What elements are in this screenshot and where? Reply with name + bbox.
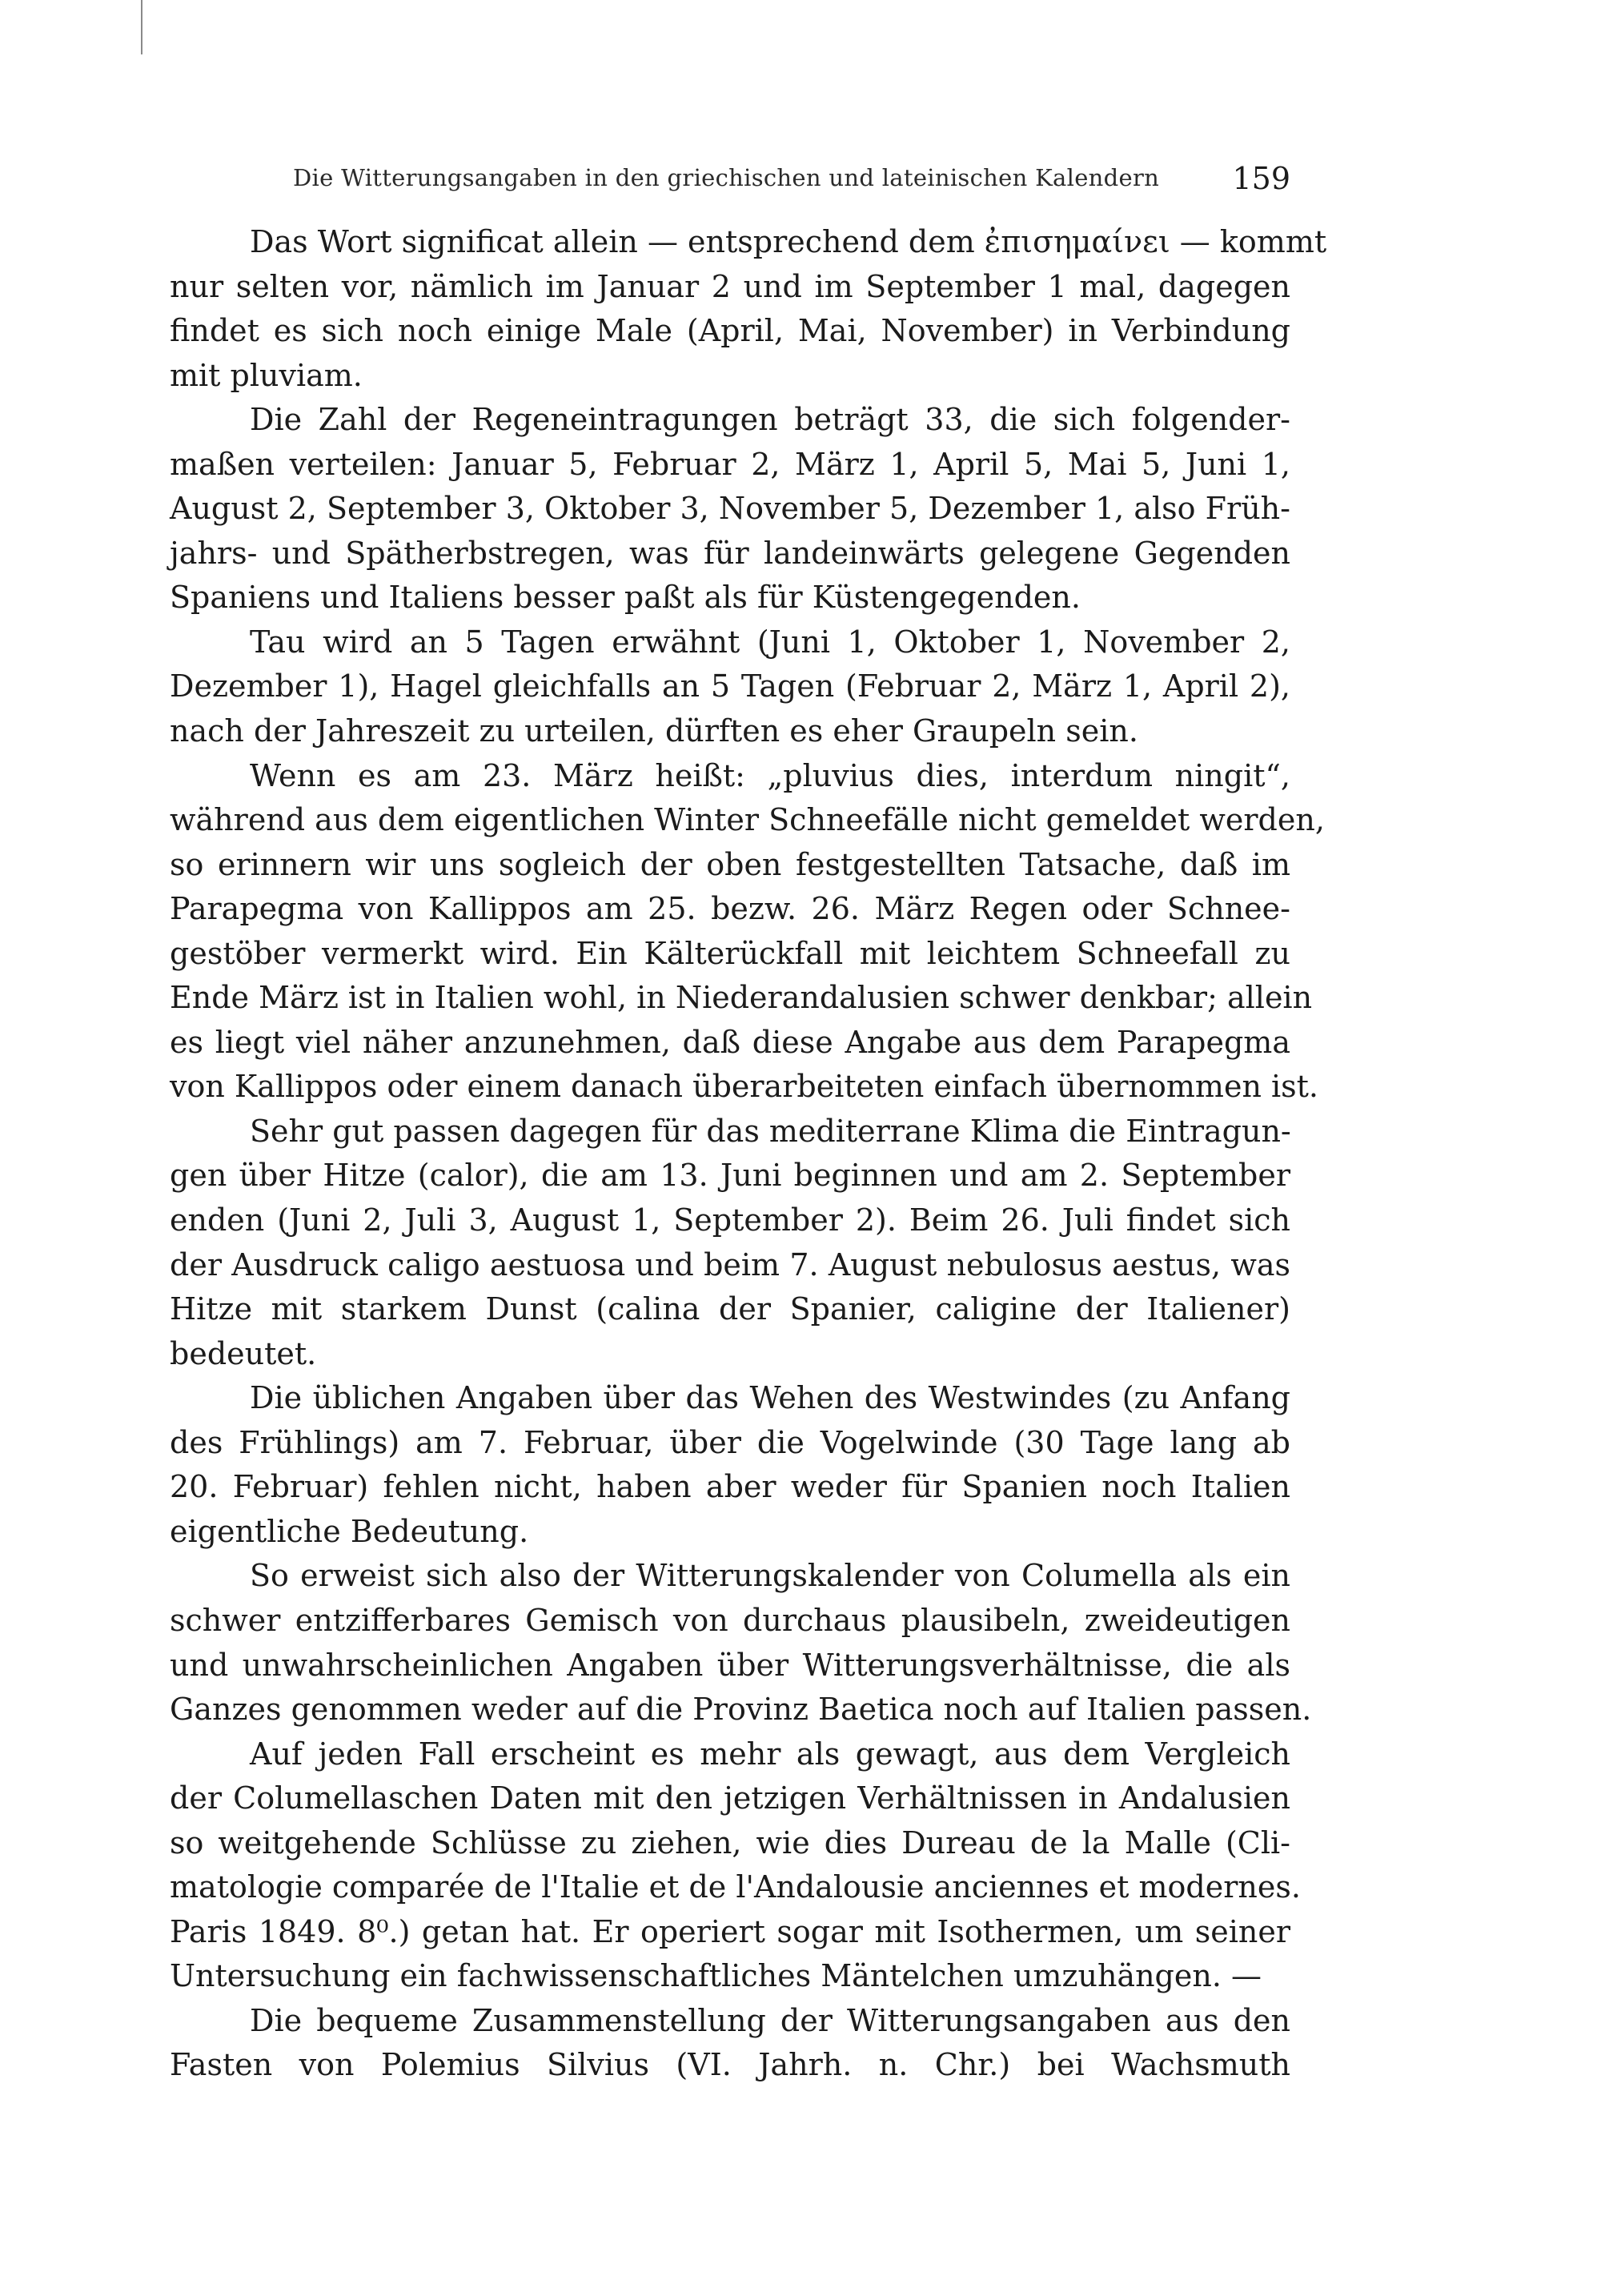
text-line: mit pluviam. bbox=[170, 357, 363, 393]
text-line: nach der Jahreszeit zu urteilen, dürften es eher Graupeln sein. bbox=[170, 713, 1138, 749]
running-title: Die Witterungsangaben in den griechischen und lateinischen Kalendern bbox=[293, 164, 1160, 191]
text-line: Dezember 1), Hagel gleichfalls an 5 Tagen (Februar 2, März 1, April 2), bbox=[170, 668, 1290, 704]
paragraph bbox=[170, 1732, 1301, 1999]
text-line: So erweist sich also der Witterungskalender von Columella als ein bbox=[250, 1558, 1290, 1594]
text-line: Untersuchung ein fachwissenschaftliches Mäntelchen umzuhängen. — bbox=[170, 1958, 1262, 1994]
text-line: der Ausdruck caligo aestuosa und beim 7. August nebulosus aestus, was bbox=[170, 1246, 1290, 1282]
paragraph bbox=[170, 1554, 1312, 1732]
text-body bbox=[170, 220, 1327, 2088]
text-line: August 2, September 3, Oktober 3, November 5, Dezember 1, also Früh- bbox=[170, 491, 1290, 527]
scan-edge-mark bbox=[141, 0, 142, 54]
text-line: Parapegma von Kallippos am 25. bezw. 26. März Regen oder Schnee- bbox=[170, 891, 1290, 927]
running-head bbox=[170, 161, 1290, 203]
text-line: und unwahrscheinlichen Angaben über Witterungsverhältnisse, die als bbox=[170, 1647, 1290, 1683]
paragraph bbox=[170, 1999, 1290, 2088]
paragraph bbox=[170, 620, 1290, 754]
text-line: Wenn es am 23. März heißt: „pluvius dies, interdum ningit“, bbox=[250, 757, 1290, 793]
paragraph bbox=[170, 754, 1325, 1110]
text-line: jahrs- und Spätherbstregen, was für landeinwärts gelegene Gegenden bbox=[170, 535, 1290, 571]
text-line: schwer entzifferbares Gemisch von durchaus plausibeln, zweideutigen bbox=[170, 1602, 1290, 1638]
text-line: enden (Juni 2, Juli 3, August 1, September 2). Beim 26. Juli findet sich bbox=[170, 1202, 1290, 1238]
text-line: so weitgehende Schlüsse zu ziehen, wie dies Dureau de la Malle (Cli- bbox=[170, 1824, 1290, 1860]
text-line: Ganzes genommen weder auf die Provinz Baetica noch auf Italien passen. bbox=[170, 1692, 1312, 1728]
text-line: Auf jeden Fall erscheint es mehr als gewagt, aus dem Vergleich bbox=[250, 1736, 1290, 1772]
paragraph bbox=[170, 1110, 1290, 1376]
text-line: Das Wort significat allein — entsprechend dem ἐπισημαίνει — kommt bbox=[250, 224, 1327, 259]
text-line: nur selten vor, nämlich im Januar 2 und im September 1 mal, dagegen bbox=[170, 268, 1290, 304]
text-line: gestöber vermerkt wird. Ein Kälterückfall mit leichtem Schneefall zu bbox=[170, 935, 1290, 971]
text-line: Fasten von Polemius Silvius (VI. Jahrh. n. Chr.) bei Wachsmuth bbox=[170, 2047, 1290, 2083]
text-line: 20. Februar) fehlen nicht, haben aber weder für Spanien noch Italien bbox=[170, 1469, 1290, 1505]
paragraph bbox=[170, 220, 1327, 398]
text-line: es liegt viel näher anzunehmen, daß diese Angabe aus dem Parapegma bbox=[170, 1024, 1290, 1060]
text-line: Die bequeme Zusammenstellung der Witterungsangaben aus den bbox=[250, 2002, 1290, 2038]
text-line: Ende März ist in Italien wohl, in Niederandalusien schwer denkbar; allein bbox=[170, 980, 1313, 1016]
text-line: bedeutet. bbox=[170, 1335, 317, 1371]
text-line: Die üblichen Angaben über das Wehen des Westwindes (zu Anfang bbox=[250, 1380, 1290, 1416]
text-line: während aus dem eigentlichen Winter Schneefälle nicht gemeldet werden, bbox=[170, 802, 1325, 838]
text-line: Spaniens und Italiens besser paßt als für Küstengegenden. bbox=[170, 580, 1081, 616]
text-line: Hitze mit starkem Dunst (calina der Spanier, caligine der Italiener) bbox=[170, 1291, 1290, 1327]
text-line: Tau wird an 5 Tagen erwähnt (Juni 1, Oktober 1, November 2, bbox=[250, 624, 1290, 660]
text-line: Die Zahl der Regeneintragungen beträgt 33, die sich folgender- bbox=[250, 402, 1290, 438]
text-line: von Kallippos oder einem danach überarbeiteten einfach übernommen ist. bbox=[170, 1069, 1319, 1105]
text-line: so erinnern wir uns sogleich der oben festgestellten Tatsache, daß im bbox=[170, 846, 1290, 882]
paragraph bbox=[170, 398, 1290, 620]
paragraph bbox=[170, 1376, 1290, 1554]
page-number: 159 bbox=[1232, 161, 1290, 196]
text-line: Sehr gut passen dagegen für das mediterrane Klima die Eintragun- bbox=[250, 1113, 1291, 1149]
text-line: gen über Hitze (calor), die am 13. Juni beginnen und am 2. September bbox=[170, 1158, 1290, 1194]
text-line: matologie comparée de l'Italie et de l'Andalousie anciennes et modernes. bbox=[170, 1869, 1301, 1905]
text-line: Paris 1849. 8⁰.) getan hat. Er operiert sogar mit Isothermen, um seiner bbox=[170, 1913, 1290, 1949]
text-line: der Columellaschen Daten mit den jetzigen Verhältnissen in Andalusien bbox=[170, 1780, 1290, 1816]
text-line: findet es sich noch einige Male (April, Mai, November) in Verbindung bbox=[170, 313, 1290, 349]
text-line: des Frühlings) am 7. Februar, über die Vogelwinde (30 Tage lang ab bbox=[170, 1424, 1290, 1460]
text-line: eigentliche Bedeutung. bbox=[170, 1513, 529, 1549]
text-line: maßen verteilen: Januar 5, Februar 2, März 1, April 5, Mai 5, Juni 1, bbox=[170, 446, 1290, 482]
